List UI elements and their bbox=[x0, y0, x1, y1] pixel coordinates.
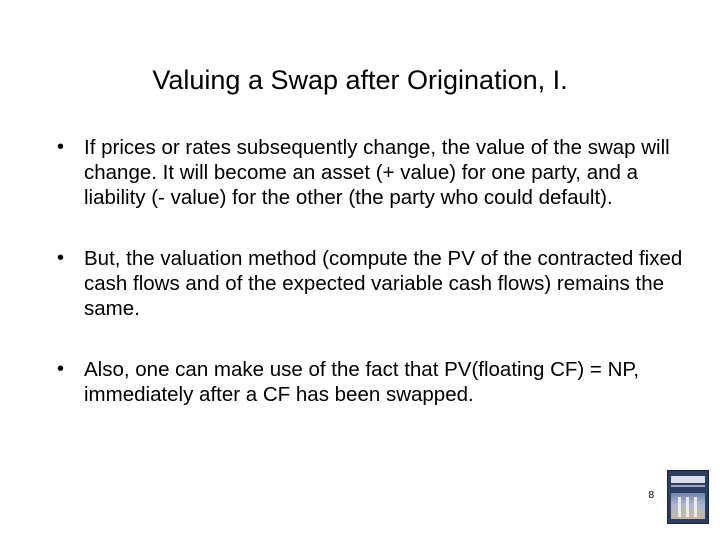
bullet-text: If prices or rates subsequently change, the value of the swap will change. It will become an asset (+ value) for one party, and a liability (- value) for the other (the party who could default). bbox=[84, 136, 670, 209]
slide-title: Valuing a Swap after Origination, I. bbox=[152, 65, 568, 95]
bullet-icon: • bbox=[57, 136, 65, 158]
book-subtitle-band bbox=[671, 485, 705, 487]
bullet-text: But, the valuation method (compute the PV of the contracted fixed cash flows and of the expected variable cash flows) remains the same. bbox=[84, 247, 683, 320]
book-title-band bbox=[671, 476, 705, 483]
page-number: 8 bbox=[648, 490, 654, 501]
bullet-icon: • bbox=[57, 358, 65, 380]
book-cover-icon bbox=[667, 470, 709, 524]
bullet-item bbox=[57, 135, 697, 210]
book-column bbox=[678, 497, 681, 517]
book-column bbox=[686, 497, 689, 517]
bullet-item bbox=[57, 246, 697, 321]
bullet-list bbox=[57, 135, 697, 443]
book-column bbox=[694, 497, 697, 517]
bullet-icon: • bbox=[57, 247, 65, 269]
bullet-text: Also, one can make use of the fact that PV(floating CF) = NP, immediately after a CF has been swapped. bbox=[84, 358, 640, 406]
bullet-item bbox=[57, 357, 697, 407]
